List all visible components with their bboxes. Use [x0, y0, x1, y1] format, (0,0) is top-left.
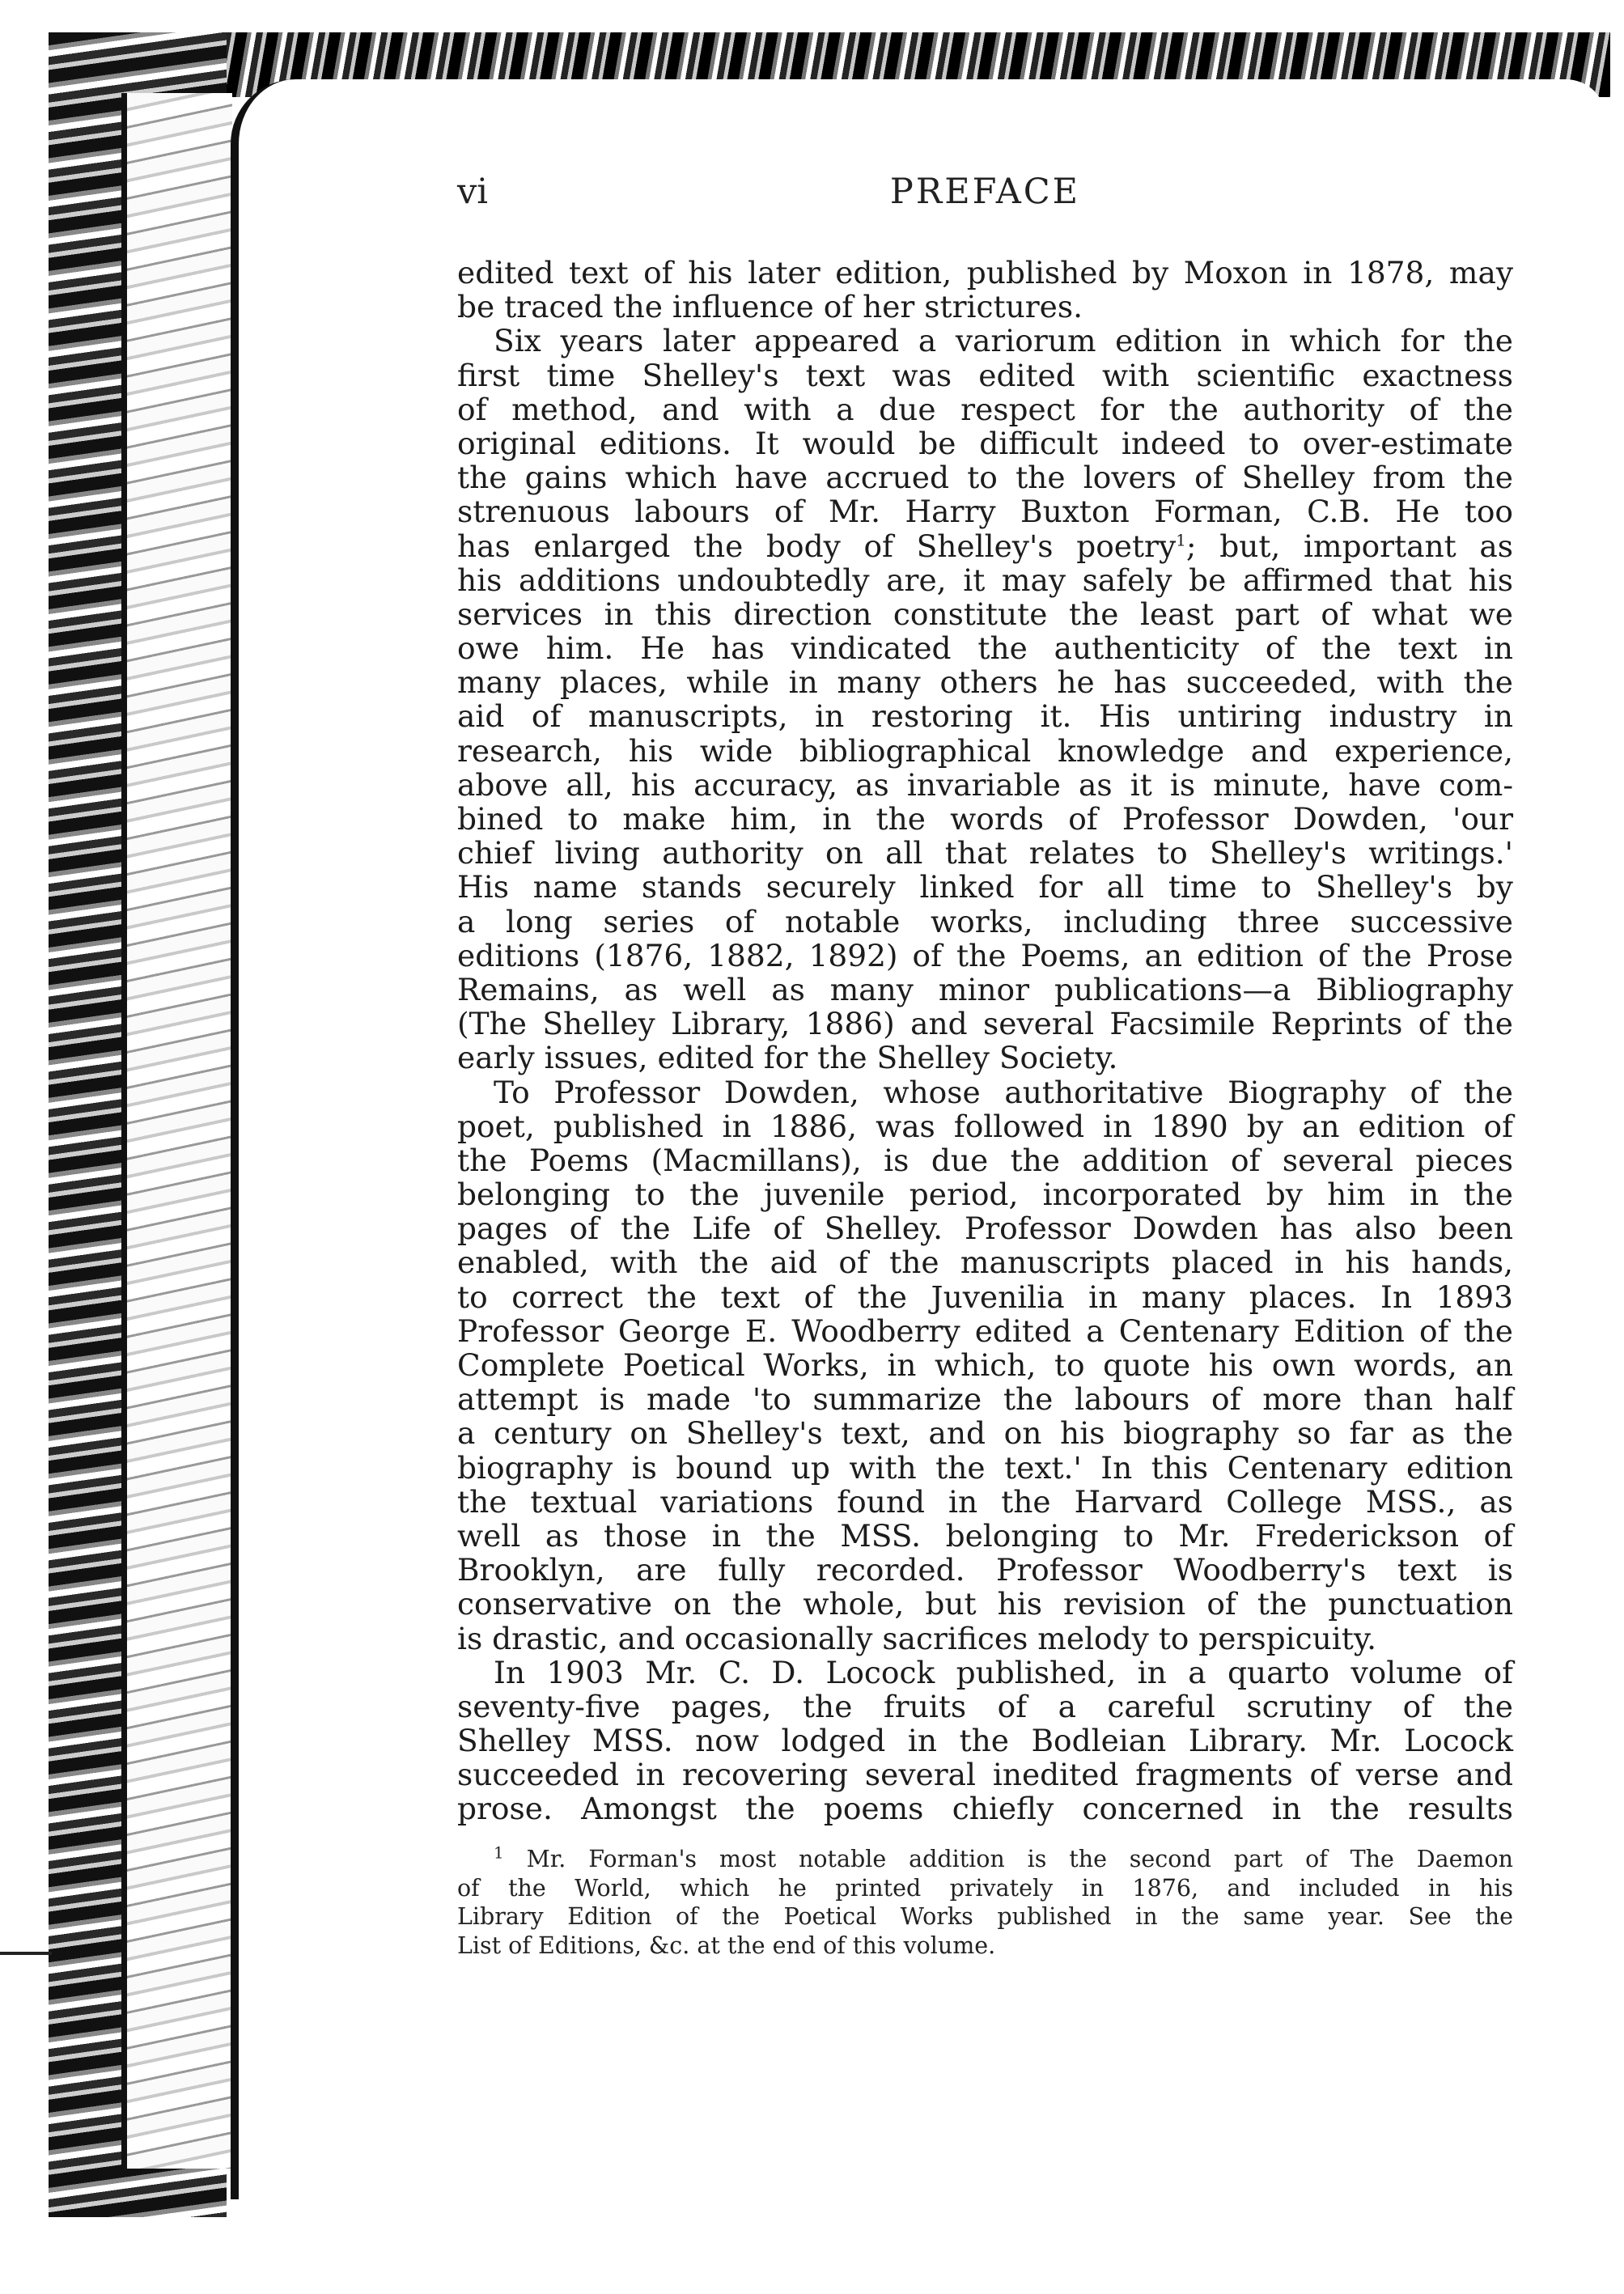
- text-line: above all, his accuracy, as invariable as it is minute, have com-: [457, 766, 1513, 803]
- text-line: attempt is made 'to summarize the labours of more than half: [457, 1381, 1513, 1418]
- text-line: His name stands securely linked for all time to Shelley's by: [457, 869, 1513, 905]
- text-line: services in this direction constitute the least part of what we: [457, 596, 1513, 632]
- footnote-line: List of Editions, &c. at the end of this volume.: [457, 1931, 996, 1959]
- text-line: Remains, as well as many minor publications—a Bibliography: [457, 971, 1513, 1007]
- text-line: is drastic, and occasionally sacrifices melody to perspicuity.: [457, 1620, 1376, 1656]
- text-line: first time Shelley's text was edited with scientific exactness: [457, 357, 1513, 393]
- text-line: Professor George E. Woodberry edited a Centenary Edition of the: [457, 1312, 1513, 1349]
- text-line: to correct the text of the Juvenilia in many places. In 1893: [457, 1278, 1513, 1315]
- text-line: Shelley MSS. now lodged in the Bodleian Library. Mr. Locock: [457, 1723, 1513, 1759]
- text-line: pages of the Life of Shelley. Professor Dowden has also been: [457, 1211, 1513, 1247]
- text-line: In 1903 Mr. C. D. Locock published, in a quarto volume of: [494, 1654, 1513, 1690]
- text-line: aid of manuscripts, in restoring it. His untiring industry in: [457, 698, 1513, 735]
- text-line: edited text of his later edition, published by Moxon in 1878, may: [457, 255, 1513, 290]
- text-line: original editions. It would be difficult indeed to over-estimate: [457, 425, 1513, 461]
- page-title: PREFACE: [889, 172, 1081, 212]
- text-line: bined to make him, in the words of Professor Dowden, 'our: [457, 801, 1513, 837]
- text-line: Six years later appeared a variorum edition in which for the: [494, 323, 1513, 359]
- page-number: vi: [457, 172, 489, 212]
- text-line: strenuous labours of Mr. Harry Buxton Forman, C.B. He too: [457, 494, 1513, 530]
- body-text: [457, 256, 1513, 1826]
- text-line: the gains which have accrued to the lovers of Shelley from the: [457, 460, 1513, 496]
- text-line: To Professor Dowden, whose authoritative Biography of the: [494, 1074, 1513, 1110]
- text-line-with-footnote: [457, 529, 1513, 563]
- text-line: many places, while in many others he has succeeded, with the: [457, 664, 1513, 701]
- text-line: Brooklyn, are fully recorded. Professor Woodberry's text is: [457, 1552, 1513, 1588]
- text-line: the textual variations found in the Harvard College MSS., as: [457, 1483, 1513, 1520]
- text-line: the Poems (Macmillans), is due the addition of several pieces: [457, 1142, 1513, 1178]
- text-line: be traced the influence of her strictures.: [457, 289, 1083, 325]
- text-line: succeeded in recovering several inedited fragments of verse and: [457, 1757, 1513, 1793]
- text-fragment: has enlarged the body of Shelley's poetry: [457, 528, 1177, 564]
- book-edge-inner: [121, 93, 232, 2169]
- footnote-line: of the World, which he printed privately in 1876, and included in his: [457, 1874, 1513, 1902]
- text-line: a century on Shelley's text, and on his biography so far as the: [457, 1415, 1513, 1452]
- footnote-line: [457, 1842, 1513, 1874]
- footnote-reference: 1: [1176, 530, 1186, 549]
- footnote-text: Mr. Forman's most notable addition is the second part of The Daemon: [526, 1846, 1513, 1872]
- running-head: [457, 172, 1513, 220]
- text-line: research, his wide bibliographical knowledge and experience,: [457, 732, 1513, 769]
- footnote: [457, 1842, 1513, 1960]
- text-line: a long series of notable works, including three successive: [457, 903, 1513, 939]
- text-line: poet, published in 1886, was followed in 1890 by an edition of: [457, 1108, 1513, 1144]
- text-line: owe him. He has vindicated the authenticity of the text in: [457, 630, 1513, 667]
- text-line: chief living authority on all that relates to Shelley's writings.': [457, 835, 1513, 871]
- text-line: early issues, edited for the Shelley Society.: [457, 1040, 1118, 1076]
- text-line: belonging to the juvenile period, incorporated by him in the: [457, 1177, 1513, 1213]
- text-line: enabled, with the aid of the manuscripts placed in his hands,: [457, 1245, 1513, 1281]
- text-line: Complete Poetical Works, in which, to quote his own words, an: [457, 1347, 1513, 1383]
- footnote-line: Library Edition of the Poetical Works published in the same year. See the: [457, 1903, 1513, 1930]
- text-fragment: ; but, important as: [1185, 528, 1513, 564]
- scan-edge-mark: [0, 1952, 52, 1955]
- text-line: well as those in the MSS. belonging to Mr. Frederickson of: [457, 1517, 1513, 1554]
- text-line: editions (1876, 1882, 1892) of the Poems, an edition of the Prose: [457, 937, 1513, 973]
- text-line: conservative on the whole, but his revision of the punctuation: [457, 1586, 1513, 1622]
- text-line: prose. Amongst the poems chiefly concerned in the results: [457, 1791, 1513, 1827]
- text-line: (The Shelley Library, 1886) and several Facsimile Reprints of the: [457, 1006, 1513, 1042]
- text-line: seventy-five pages, the fruits of a careful scrutiny of the: [457, 1688, 1513, 1724]
- text-line: biography is bound up with the text.' In this Centenary edition: [457, 1449, 1513, 1486]
- text-line: his additions undoubtedly are, it may safely be affirmed that his: [457, 562, 1513, 598]
- text-line: of method, and with a due respect for the authority of the: [457, 391, 1513, 427]
- footnote-marker: 1: [494, 1842, 504, 1863]
